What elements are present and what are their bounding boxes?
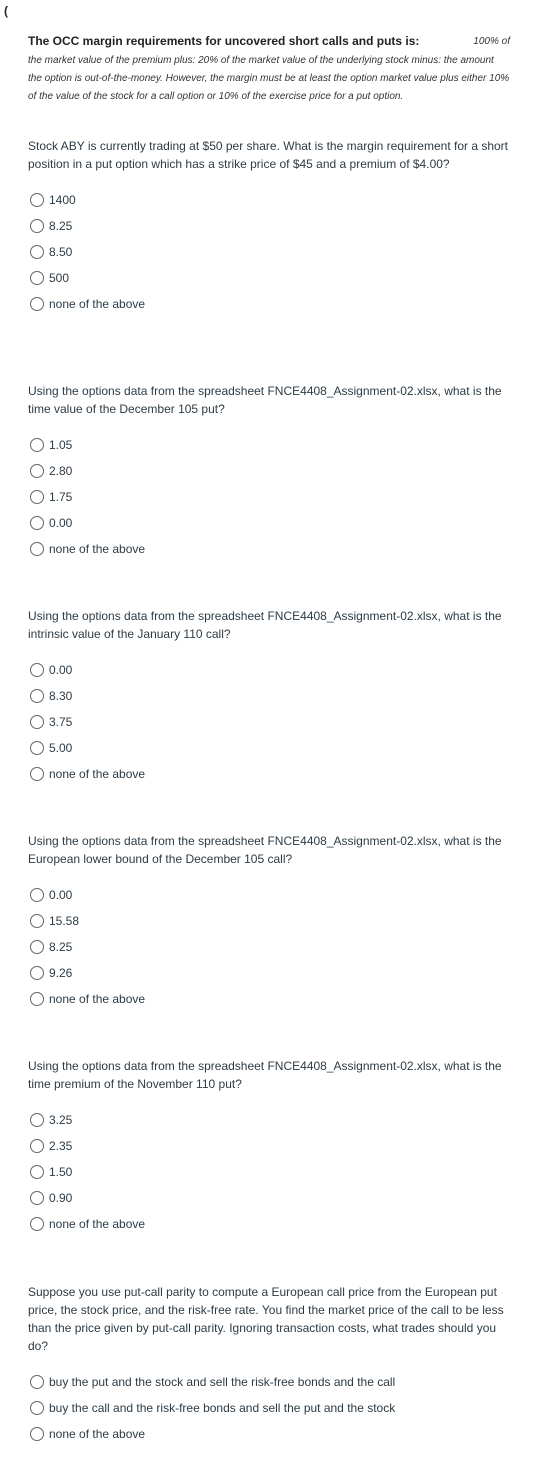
question-6 (28, 1283, 512, 1447)
answer-label: 8.50 (49, 245, 73, 259)
answer-label: buy the put and the stock and sell the risk-free bonds and the call (49, 1375, 396, 1389)
answer-option[interactable] (30, 960, 512, 986)
answer-option[interactable] (30, 882, 512, 908)
answer-label: 15.58 (49, 914, 80, 928)
radio-button[interactable] (30, 888, 44, 902)
question-2 (28, 382, 512, 562)
answer-option[interactable] (30, 213, 512, 239)
radio-button[interactable] (30, 464, 44, 478)
radio-button[interactable] (30, 689, 44, 703)
answer-option[interactable] (30, 1211, 512, 1237)
radio-button[interactable] (30, 516, 44, 530)
radio-button[interactable] (30, 1165, 44, 1179)
answer-option[interactable] (30, 934, 512, 960)
intro-percentage: 100% of (473, 36, 510, 47)
answer-option[interactable] (30, 761, 512, 787)
answer-option[interactable] (30, 1395, 512, 1421)
radio-button[interactable] (30, 1401, 44, 1415)
answer-option[interactable] (30, 657, 512, 683)
answer-label: none of the above (49, 1427, 146, 1441)
answer-option[interactable] (30, 291, 512, 317)
radio-button[interactable] (30, 542, 44, 556)
answer-option[interactable] (30, 458, 512, 484)
answer-label: 0.00 (49, 888, 73, 902)
answer-label: 8.30 (49, 689, 73, 703)
answer-option[interactable] (30, 187, 512, 213)
answer-label: buy the call and the risk-free bonds and sell the put and the stock (49, 1401, 396, 1415)
radio-button[interactable] (30, 914, 44, 928)
answer-option[interactable] (30, 1107, 512, 1133)
answer-label: 3.25 (49, 1113, 73, 1127)
radio-button[interactable] (30, 271, 44, 285)
answer-label: 0.90 (49, 1191, 73, 1205)
radio-button[interactable] (30, 219, 44, 233)
answer-option[interactable] (30, 1369, 512, 1395)
answer-option[interactable] (30, 908, 512, 934)
answer-list (28, 432, 512, 562)
answer-option[interactable] (30, 265, 512, 291)
radio-button[interactable] (30, 767, 44, 781)
question-text: Using the options data from the spreadsheet FNCE4408_Assignment-02.xlsx, what is the intrinsic value of the January 110 call? (28, 609, 502, 641)
answer-label: 5.00 (49, 741, 73, 755)
answer-option[interactable] (30, 986, 512, 1012)
answer-option[interactable] (30, 432, 512, 458)
question-text: Using the options data from the spreadsheet FNCE4408_Assignment-02.xlsx, what is the European lower bound of the December 105 call? (28, 834, 502, 866)
answer-option[interactable] (30, 484, 512, 510)
radio-button[interactable] (30, 741, 44, 755)
radio-button[interactable] (30, 245, 44, 259)
answer-label: 2.80 (49, 464, 73, 478)
answer-list (28, 1369, 512, 1447)
answer-label: 1.75 (49, 490, 73, 504)
radio-button[interactable] (30, 1113, 44, 1127)
radio-button[interactable] (30, 297, 44, 311)
question-text: Stock ABY is currently trading at $50 per share. What is the margin requirement for a short position in a put option which has a strike price of $45 and a premium of $4.00? (28, 139, 509, 171)
intro-body: the market value of the premium plus: 20% of the market value of the underlying stock minus: the amount the option is out-of-the-money. However, the margin must be at least the option market value plus either 10% of the value of the stock for a call option or 10% of the exercise price for a put option. (28, 55, 510, 102)
radio-button[interactable] (30, 1191, 44, 1205)
question-5 (28, 1057, 512, 1237)
answer-option[interactable] (30, 536, 512, 562)
answer-label: 3.75 (49, 715, 73, 729)
answer-list (28, 657, 512, 787)
question-3 (28, 607, 512, 787)
answer-label: 1.50 (49, 1165, 73, 1179)
answer-list (28, 882, 512, 1012)
radio-button[interactable] (30, 438, 44, 452)
answer-label: 0.00 (49, 663, 73, 677)
margin-rule-intro (28, 32, 510, 106)
answer-list (28, 187, 512, 317)
answer-label: 1.05 (49, 438, 73, 452)
answer-option[interactable] (30, 709, 512, 735)
back-bracket-mark: ( (4, 4, 8, 18)
radio-button[interactable] (30, 715, 44, 729)
answer-option[interactable] (30, 1421, 512, 1447)
intro-title: The OCC margin requirements for uncovered short calls and puts is: (28, 34, 420, 48)
radio-button[interactable] (30, 1427, 44, 1441)
answer-option[interactable] (30, 735, 512, 761)
answer-option[interactable] (30, 510, 512, 536)
question-text: Using the options data from the spreadsheet FNCE4408_Assignment-02.xlsx, what is the time value of the December 105 put? (28, 384, 502, 416)
answer-label: none of the above (49, 992, 146, 1006)
answer-label: 0.00 (49, 516, 73, 530)
answer-option[interactable] (30, 683, 512, 709)
radio-button[interactable] (30, 663, 44, 677)
answer-label: 9.26 (49, 966, 73, 980)
answer-label: none of the above (49, 297, 146, 311)
radio-button[interactable] (30, 940, 44, 954)
answer-label: 8.25 (49, 940, 73, 954)
radio-button[interactable] (30, 1139, 44, 1153)
answer-option[interactable] (30, 1133, 512, 1159)
radio-button[interactable] (30, 1375, 44, 1389)
answer-label: none of the above (49, 542, 146, 556)
question-4 (28, 832, 512, 1012)
radio-button[interactable] (30, 193, 44, 207)
answer-label: none of the above (49, 767, 146, 781)
answer-list (28, 1107, 512, 1237)
answer-label: none of the above (49, 1217, 146, 1231)
radio-button[interactable] (30, 966, 44, 980)
answer-label: 500 (49, 271, 70, 285)
answer-option[interactable] (30, 1159, 512, 1185)
answer-label: 2.35 (49, 1139, 73, 1153)
question-text: Using the options data from the spreadsheet FNCE4408_Assignment-02.xlsx, what is the time premium of the November 110 put? (28, 1059, 502, 1091)
answer-label: 8.25 (49, 219, 73, 233)
answer-option[interactable] (30, 239, 512, 265)
radio-button[interactable] (30, 490, 44, 504)
radio-button[interactable] (30, 992, 44, 1006)
answer-option[interactable] (30, 1185, 512, 1211)
answer-label: 1400 (49, 193, 76, 207)
radio-button[interactable] (30, 1217, 44, 1231)
question-1 (28, 137, 512, 317)
question-text: Suppose you use put-call parity to compute a European call price from the European put price, the stock price, and the risk-free rate. You find the market price of the call to be less than the price given by put-call parity. Ignoring transaction costs, what trades should you do? (28, 1285, 504, 1353)
